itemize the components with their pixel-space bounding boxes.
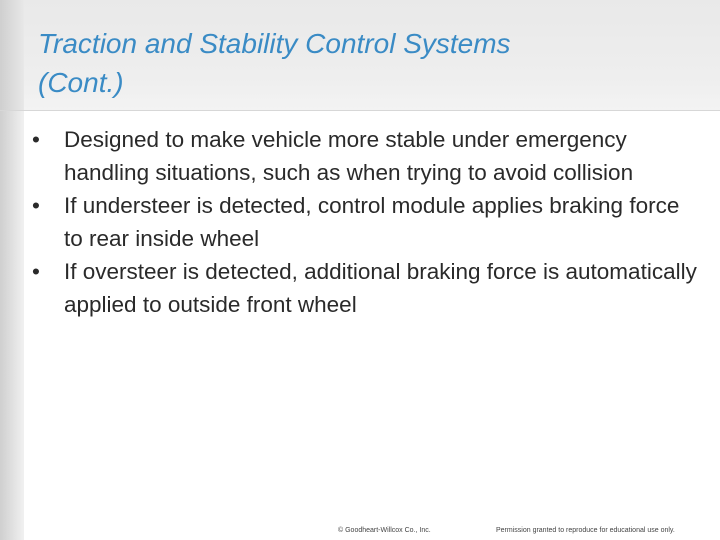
title-left-strip <box>0 0 24 110</box>
bullet-icon: • <box>32 193 40 218</box>
bullet-item <box>30 123 700 189</box>
slide-title <box>38 24 698 102</box>
footer-permission: Permission granted to reproduce for educational use only. <box>496 527 675 534</box>
bullet-item <box>30 189 700 255</box>
title-bar <box>0 0 720 111</box>
bullet-icon: • <box>32 259 40 284</box>
footer-copyright: © Goodheart-Willcox Co., Inc. <box>338 527 431 534</box>
slide-title-line-1: Traction and Stability Control Systems <box>38 28 511 59</box>
bullet-text: If oversteer is detected, additional braking force is automatically applied to outside front wheel <box>64 259 697 317</box>
slide-title-line-2: (Cont.) <box>38 67 124 98</box>
bullet-text: Designed to make vehicle more stable under emergency handling situations, such as when trying to avoid collision <box>64 127 634 185</box>
bullet-icon: • <box>32 127 40 152</box>
bullet-item <box>30 255 700 321</box>
bullet-list <box>30 123 700 321</box>
slide-content <box>30 123 700 321</box>
bullet-text: If understeer is detected, control module applies braking force to rear inside wheel <box>64 193 680 251</box>
